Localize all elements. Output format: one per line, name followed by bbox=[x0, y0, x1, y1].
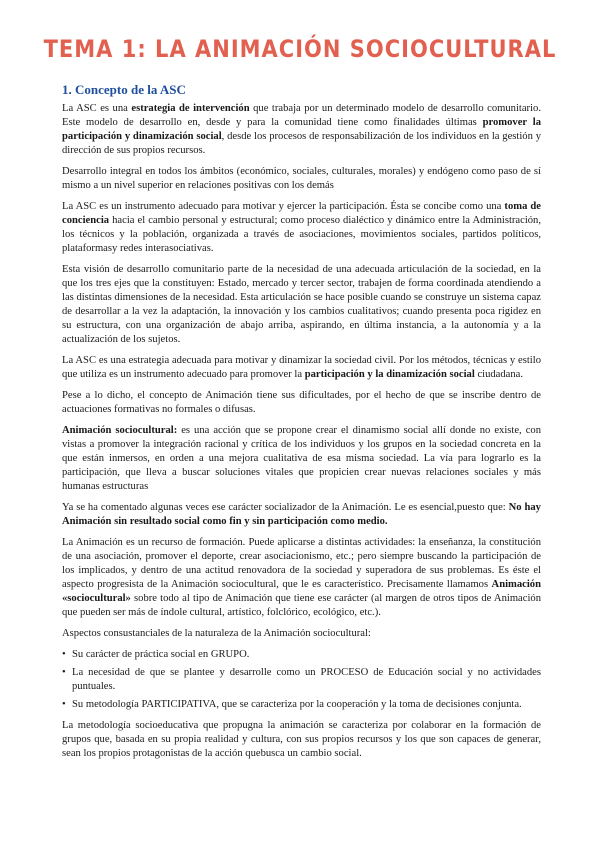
p9-text-a: La Animación es un recurso de formación. Puede aplicarse a distintas actividades: la enseñanza, la constitución de una asociación, promover el deporte, crear asociacionismo, etc.; pero siempre buscando la participación de los implicados, y dentro de una actitud renovadora de la sociedad y superadora de sus problemas. Es éste el aspecto progresista de la Animación sociocultural, que le es característico. Precisamente llamamos bbox=[62, 537, 541, 590]
p5-bold-b: participación y la dinamización social bbox=[304, 369, 475, 380]
paragraph-3 bbox=[62, 200, 541, 256]
p7-text-b: es una acción que se propone crear el dinamismo social allí donde no existe, con vistas a promover la integración racional y crítica de los individuos y los grupos en la sociedad concreta en la que están inmersos, en orden a una mejora cualitativa de esa misma sociedad. La vía para lograrlo es la participación, que lleva a buscar soluciones vitales que propicien crear nuevas relaciones sociales y más humanas estructuras bbox=[62, 425, 541, 492]
bullet-icon: • bbox=[62, 649, 66, 660]
bullet-icon: • bbox=[62, 667, 66, 678]
p1-bold-d: promover la participación y dinamización social bbox=[62, 117, 541, 142]
paragraph-11: La metodología socioeducativa que propugna la animación se caracteriza por colaborar en la formación de grupos que, basada en su propia realidad y cultura, con sus propios recursos y los que son capaces de generar, sean los propios protagonistas de la acción quebusca un cambio social. bbox=[62, 720, 541, 759]
document-body bbox=[62, 102, 541, 768]
p5-text-a: La ASC es una estrategia adecuada para motivar y dinamizar la sociedad civil. Por los métodos, técnicas y estilo que utiliza es un instrumento adecuado para promover la bbox=[62, 355, 541, 380]
p3-text-a: La ASC es un instrumento adecuado para motivar y ejercer la participación. Ésta se concibe como una bbox=[62, 201, 505, 212]
paragraph-10: Aspectos consustanciales de la naturaleza de la Animación sociocultural: bbox=[62, 628, 371, 639]
paragraph-2: Desarrollo integral en todos los ámbitos (económico, sociales, culturales, morales) y endógeno como paso de sí mismo a un nivel superior en relaciones positivas con los demás bbox=[62, 166, 541, 191]
paragraph-5 bbox=[62, 354, 541, 382]
aspects-list bbox=[62, 648, 541, 712]
p7-bold-a: Animación sociocultural: bbox=[62, 425, 178, 436]
list-item-text: Su carácter de práctica social en GRUPO. bbox=[72, 649, 250, 660]
p5-text-c: ciudadana. bbox=[474, 369, 524, 380]
list-item bbox=[62, 666, 541, 694]
p9-text-c: sobre todo al tipo de Animación que tiene ese carácter (al margen de otros tipos de Animación que pueden ser más de índole cultural, artístico, folclórico, ecológico, etc.). bbox=[62, 593, 541, 618]
p8-bold-b: No hay Animación sin resultado social como fin y sin participación como medio. bbox=[62, 502, 541, 527]
p9-bold-b: Animación «sociocultural» bbox=[62, 579, 541, 604]
page-title: TEMA 1: LA ANIMACIÓN SOCIOCULTURAL bbox=[43, 35, 557, 63]
p3-bold-b: toma de conciencia bbox=[62, 201, 541, 226]
paragraph-7 bbox=[62, 424, 541, 494]
p1-text-a: La ASC es una bbox=[62, 103, 132, 114]
list-item-text: La necesidad de que se plantee y desarrolle como un PROCESO de Educación social y no actividades puntuales. bbox=[72, 667, 541, 692]
p1-text-c: que trabaja por un determinado modelo de desarrollo comunitario. Este modelo de desarrollo en, desde y para la comunidad tiene como finalidades últimas bbox=[62, 103, 541, 128]
section-heading: 1. Concepto de la ASC bbox=[62, 82, 186, 97]
paragraph-6: Pese a lo dicho, el concepto de Animación tiene sus dificultades, por el hecho de que se inscribe dentro de actuaciones formativas no formales o difusas. bbox=[62, 390, 541, 415]
list-item-text: Su metodología PARTICIPATIVA, que se caracteriza por la cooperación y la toma de decisiones conjunta. bbox=[72, 699, 522, 710]
p1-bold-b: estrategia de intervención bbox=[131, 103, 250, 114]
list-item bbox=[62, 698, 541, 712]
list-item bbox=[62, 648, 541, 662]
bullet-icon: • bbox=[62, 699, 66, 710]
p1-text-e: , desde los procesos de responsabilización de los individuos en la gestión y dirección de sus propios recursos. bbox=[62, 131, 541, 156]
p3-text-c: hacia el cambio personal y estructural; como proceso dialéctico y dinámico entre la Administración, los técnicos y la población, organizada a través de asociaciones, movimientos sociales, partidos políticos, plataformasy redes interasociativas. bbox=[62, 215, 541, 254]
paragraph-4: Esta visión de desarrollo comunitario parte de la necesidad de una adecuada articulación de la sociedad, en la que los tres ejes que la constituyen: Estado, mercado y tercer sector, trabajen de forma coordinada atendiendo a las distintas dimensiones de la necesidad. Esta articulación se hace posible cuando se construye un sistema capaz de desarrollar a la vez la adaptación, la innovación y los cambios cualitativos; cuando presenta poca rigidez en su estructura, con una organización de abajo arriba, aspirando, en última instancia, a la autonomía y a la actualización de los sujetos. bbox=[62, 264, 541, 345]
paragraph-8 bbox=[62, 501, 541, 529]
p8-text-a: Ya se ha comentado algunas veces ese carácter socializador de la Animación. Le es esencial,puesto que: bbox=[62, 502, 509, 513]
paragraph-9 bbox=[62, 536, 541, 620]
paragraph-1 bbox=[62, 102, 541, 158]
